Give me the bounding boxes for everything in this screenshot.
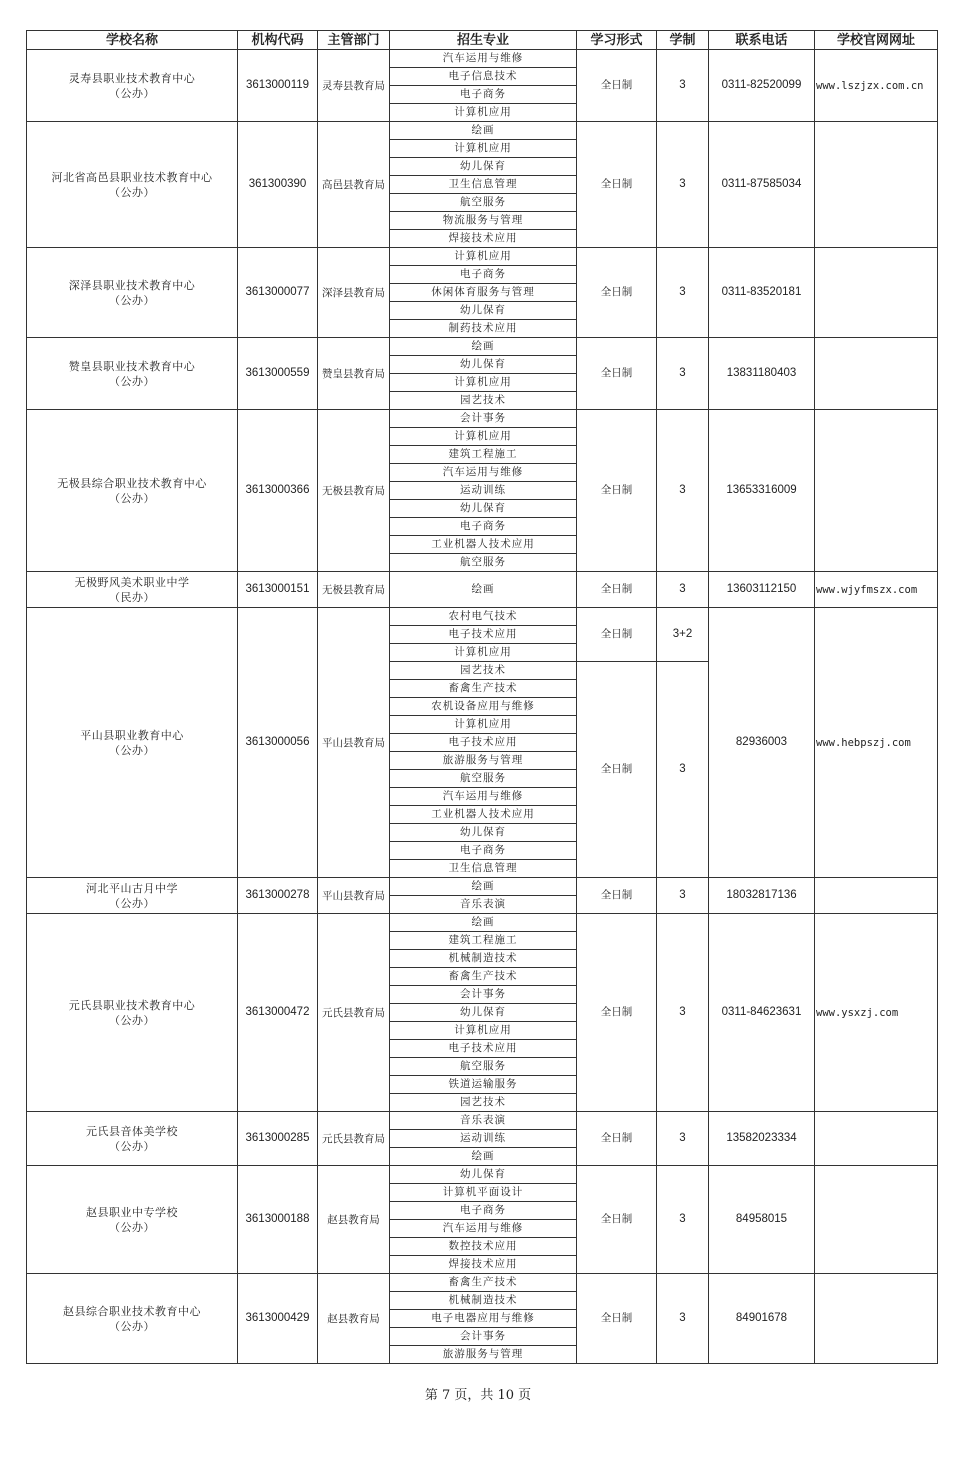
major-cell: 旅游服务与管理	[390, 1346, 577, 1364]
school-type: （民办）	[109, 590, 155, 604]
table-row	[27, 248, 938, 266]
major-cell: 焊接技术应用	[390, 1256, 577, 1274]
department: 元氏县教育局	[318, 914, 390, 1112]
phone: 84958015	[709, 1166, 815, 1274]
major-cell: 运动训练	[390, 1130, 577, 1148]
department: 高邑县教育局	[318, 122, 390, 248]
school-name: 无极县综合职业技术教育中心	[57, 476, 207, 490]
major-cell: 计算机应用	[390, 104, 577, 122]
org-code: 3613000366	[238, 410, 318, 572]
major-cell: 电子商务	[390, 266, 577, 284]
major-cell: 焊接技术应用	[390, 230, 577, 248]
major-cell: 电子电器应用与维修	[390, 1310, 577, 1328]
school-name-cell	[27, 338, 238, 410]
major-cell: 计算机应用	[390, 140, 577, 158]
duration: 3	[657, 1274, 709, 1364]
major-cell: 汽车运用与维修	[390, 50, 577, 68]
school-name: 赵县综合职业技术教育中心	[63, 1304, 201, 1318]
major-cell: 幼儿保育	[390, 158, 577, 176]
major-cell: 电子信息技术	[390, 68, 577, 86]
table-row	[27, 410, 938, 428]
duration: 3+2	[657, 608, 709, 662]
school-name-cell	[27, 1166, 238, 1274]
duration: 3	[657, 122, 709, 248]
major-cell: 计算机应用	[390, 644, 577, 662]
duration: 3	[657, 572, 709, 608]
school-type: （公办）	[109, 1319, 155, 1333]
major-cell: 绘画	[390, 122, 577, 140]
major-cell: 幼儿保育	[390, 1166, 577, 1184]
org-code: 361300390	[238, 122, 318, 248]
major-cell: 物流服务与管理	[390, 212, 577, 230]
major-cell: 航空服务	[390, 770, 577, 788]
table-row	[27, 1274, 938, 1292]
phone: 13582023334	[709, 1112, 815, 1166]
major-cell: 绘画	[390, 914, 577, 932]
study-form: 全日制	[577, 572, 657, 608]
major-cell: 休闲体育服务与管理	[390, 284, 577, 302]
study-form: 全日制	[577, 662, 657, 878]
phone: 0311-83520181	[709, 248, 815, 338]
school-name-cell	[27, 248, 238, 338]
major-cell: 畜禽生产技术	[390, 680, 577, 698]
major-cell: 建筑工程施工	[390, 446, 577, 464]
school-name-cell	[27, 1274, 238, 1364]
department: 赵县教育局	[318, 1166, 390, 1274]
department: 元氏县教育局	[318, 1112, 390, 1166]
school-name-cell	[27, 122, 238, 248]
school-name-cell	[27, 572, 238, 608]
department: 无极县教育局	[318, 410, 390, 572]
school-name: 河北平山古月中学	[86, 881, 178, 895]
school-type: （公办）	[109, 86, 155, 100]
school-name: 赞皇县职业技术教育中心	[68, 359, 196, 373]
school-name-cell	[27, 608, 238, 878]
study-form: 全日制	[577, 608, 657, 662]
phone: 0311-82520099	[709, 50, 815, 122]
major-cell: 计算机应用	[390, 716, 577, 734]
table-row	[27, 878, 938, 896]
website	[815, 1112, 938, 1166]
major-cell: 绘画	[390, 1148, 577, 1166]
duration: 3	[657, 1112, 709, 1166]
study-form: 全日制	[577, 914, 657, 1112]
school-type: （公办）	[109, 896, 155, 910]
major-cell: 旅游服务与管理	[390, 752, 577, 770]
duration: 3	[657, 878, 709, 914]
major-cell: 汽车运用与维修	[390, 464, 577, 482]
major-cell: 园艺技术	[390, 662, 577, 680]
website	[815, 338, 938, 410]
major-cell: 幼儿保育	[390, 824, 577, 842]
study-form: 全日制	[577, 50, 657, 122]
phone: 18032817136	[709, 878, 815, 914]
major-cell: 数控技术应用	[390, 1238, 577, 1256]
major-cell: 幼儿保育	[390, 1004, 577, 1022]
website: www.wjyfmszx.com	[815, 572, 938, 608]
website	[815, 1274, 938, 1364]
major-cell: 建筑工程施工	[390, 932, 577, 950]
major-cell: 绘画	[390, 572, 577, 608]
table-row	[27, 608, 938, 626]
school-name-cell	[27, 1112, 238, 1166]
school-name: 河北省高邑县职业技术教育中心	[51, 170, 213, 184]
major-cell: 园艺技术	[390, 392, 577, 410]
phone: 84901678	[709, 1274, 815, 1364]
org-code: 3613000077	[238, 248, 318, 338]
website: www.hebpszj.com	[815, 608, 938, 878]
study-form: 全日制	[577, 878, 657, 914]
org-code: 3613000188	[238, 1166, 318, 1274]
school-name-cell	[27, 50, 238, 122]
table-row	[27, 572, 938, 608]
org-code: 3613000278	[238, 878, 318, 914]
major-cell: 机械制造技术	[390, 950, 577, 968]
school-type: （公办）	[109, 374, 155, 388]
school-type: （公办）	[109, 1220, 155, 1234]
major-cell: 会计事务	[390, 1328, 577, 1346]
major-cell: 计算机应用	[390, 248, 577, 266]
org-code: 3613000056	[238, 608, 318, 878]
header-department: 主管部门	[318, 31, 390, 50]
table-row	[27, 1166, 938, 1184]
major-cell: 幼儿保育	[390, 356, 577, 374]
school-name: 灵寿县职业技术教育中心	[68, 71, 196, 85]
website: www.lszjzx.com.cn	[815, 50, 938, 122]
major-cell: 音乐表演	[390, 1112, 577, 1130]
major-cell: 会计事务	[390, 986, 577, 1004]
phone: 0311-87585034	[709, 122, 815, 248]
major-cell: 园艺技术	[390, 1094, 577, 1112]
major-cell: 机械制造技术	[390, 1292, 577, 1310]
major-cell: 会计事务	[390, 410, 577, 428]
major-cell: 汽车运用与维修	[390, 1220, 577, 1238]
table-row	[27, 1112, 938, 1130]
schools-table	[26, 30, 938, 1364]
table-row	[27, 914, 938, 932]
org-code: 3613000285	[238, 1112, 318, 1166]
major-cell: 航空服务	[390, 1058, 577, 1076]
major-cell: 制药技术应用	[390, 320, 577, 338]
department: 无极县教育局	[318, 572, 390, 608]
header-school-name: 学校名称	[27, 31, 238, 50]
org-code: 3613000429	[238, 1274, 318, 1364]
org-code: 3613000119	[238, 50, 318, 122]
header-majors: 招生专业	[390, 31, 577, 50]
major-cell: 卫生信息管理	[390, 176, 577, 194]
page-footer: 第 7 页，共 10 页	[424, 1388, 532, 1403]
phone: 13653316009	[709, 410, 815, 572]
school-type: （公办）	[109, 293, 155, 307]
study-form: 全日制	[577, 122, 657, 248]
school-name: 平山县职业教育中心	[80, 728, 184, 742]
department: 平山县教育局	[318, 608, 390, 878]
duration: 3	[657, 410, 709, 572]
school-type: （公办）	[109, 1013, 155, 1027]
major-cell: 电子商务	[390, 1202, 577, 1220]
study-form: 全日制	[577, 410, 657, 572]
major-cell: 幼儿保育	[390, 302, 577, 320]
major-cell: 电子技术应用	[390, 734, 577, 752]
department: 赞皇县教育局	[318, 338, 390, 410]
phone: 13603112150	[709, 572, 815, 608]
major-cell: 音乐表演	[390, 896, 577, 914]
department: 平山县教育局	[318, 878, 390, 914]
org-code: 3613000472	[238, 914, 318, 1112]
major-cell: 绘画	[390, 878, 577, 896]
duration: 3	[657, 338, 709, 410]
school-name: 元氏县职业技术教育中心	[68, 998, 196, 1012]
school-name: 深泽县职业技术教育中心	[68, 278, 196, 292]
major-cell: 运动训练	[390, 482, 577, 500]
department: 灵寿县教育局	[318, 50, 390, 122]
header-study-form: 学习形式	[577, 31, 657, 50]
school-name: 无极野风美术职业中学	[74, 575, 190, 589]
department: 深泽县教育局	[318, 248, 390, 338]
major-cell: 计算机应用	[390, 1022, 577, 1040]
school-name-cell	[27, 410, 238, 572]
major-cell: 农村电气技术	[390, 608, 577, 626]
website	[815, 878, 938, 914]
major-cell: 航空服务	[390, 194, 577, 212]
website	[815, 410, 938, 572]
major-cell: 电子商务	[390, 86, 577, 104]
header-phone: 联系电话	[709, 31, 815, 50]
phone: 0311-84623631	[709, 914, 815, 1112]
website	[815, 122, 938, 248]
school-name-cell	[27, 914, 238, 1112]
duration: 3	[657, 914, 709, 1112]
major-cell: 计算机应用	[390, 374, 577, 392]
duration: 3	[657, 662, 709, 878]
table-row	[27, 50, 938, 68]
school-name-cell	[27, 878, 238, 914]
study-form: 全日制	[577, 1166, 657, 1274]
duration: 3	[657, 50, 709, 122]
department: 赵县教育局	[318, 1274, 390, 1364]
major-cell: 幼儿保育	[390, 500, 577, 518]
major-cell: 电子技术应用	[390, 1040, 577, 1058]
org-code: 3613000151	[238, 572, 318, 608]
study-form: 全日制	[577, 248, 657, 338]
major-cell: 电子商务	[390, 842, 577, 860]
org-code: 3613000559	[238, 338, 318, 410]
table-row	[27, 122, 938, 140]
header-duration: 学制	[657, 31, 709, 50]
major-cell: 铁道运输服务	[390, 1076, 577, 1094]
major-cell: 电子技术应用	[390, 626, 577, 644]
major-cell: 工业机器人技术应用	[390, 536, 577, 554]
school-type: （公办）	[109, 185, 155, 199]
major-cell: 电子商务	[390, 518, 577, 536]
header-row	[27, 31, 938, 50]
major-cell: 卫生信息管理	[390, 860, 577, 878]
school-type: （公办）	[109, 491, 155, 505]
school-name: 赵县职业中专学校	[86, 1205, 178, 1219]
major-cell: 工业机器人技术应用	[390, 806, 577, 824]
major-cell: 航空服务	[390, 554, 577, 572]
major-cell: 绘画	[390, 338, 577, 356]
website	[815, 1166, 938, 1274]
website	[815, 248, 938, 338]
school-type: （公办）	[109, 743, 155, 757]
phone: 13831180403	[709, 338, 815, 410]
major-cell: 计算机平面设计	[390, 1184, 577, 1202]
duration: 3	[657, 248, 709, 338]
study-form: 全日制	[577, 1112, 657, 1166]
header-org-code: 机构代码	[238, 31, 318, 50]
school-name: 元氏县音体美学校	[86, 1124, 178, 1138]
major-cell: 计算机应用	[390, 428, 577, 446]
duration: 3	[657, 1166, 709, 1274]
phone: 82936003	[709, 608, 815, 878]
school-type: （公办）	[109, 1139, 155, 1153]
major-cell: 畜禽生产技术	[390, 1274, 577, 1292]
major-cell: 畜禽生产技术	[390, 968, 577, 986]
table-row	[27, 338, 938, 356]
major-cell: 农机设备应用与维修	[390, 698, 577, 716]
study-form: 全日制	[577, 1274, 657, 1364]
website: www.ysxzj.com	[815, 914, 938, 1112]
header-website: 学校官网网址	[815, 31, 938, 50]
study-form: 全日制	[577, 338, 657, 410]
major-cell: 汽车运用与维修	[390, 788, 577, 806]
